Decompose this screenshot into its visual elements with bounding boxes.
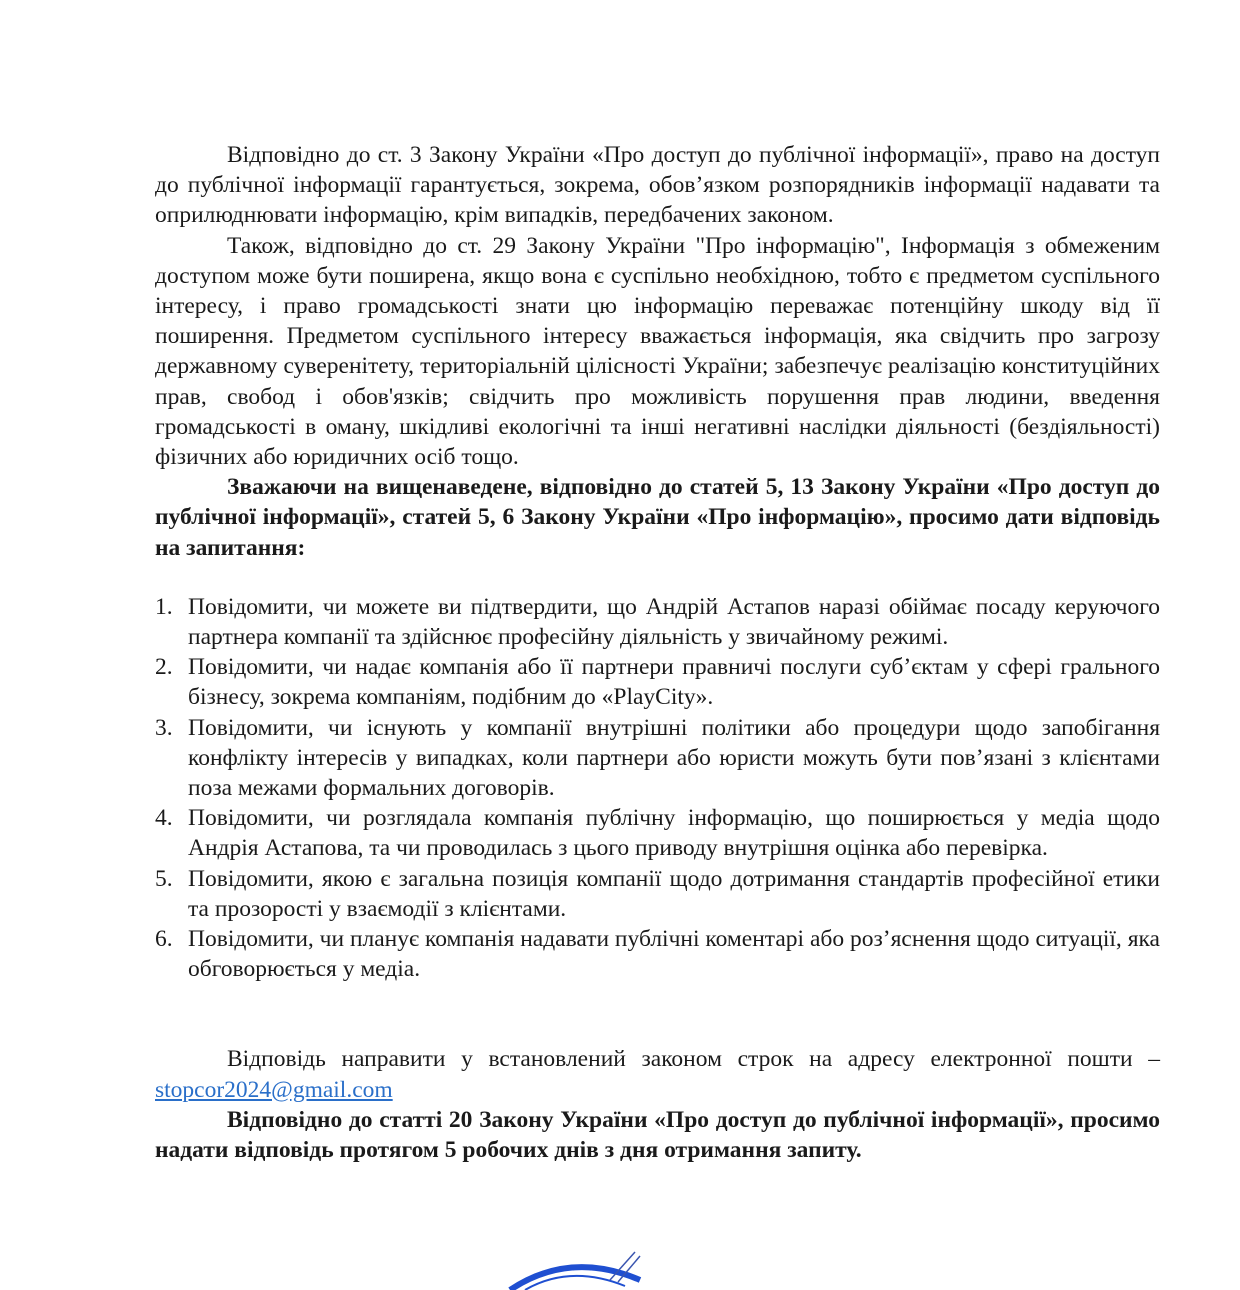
item-number: 6. [155, 926, 173, 953]
item-number: 4. [155, 805, 173, 832]
questions-list [155, 592, 1160, 985]
closing-paragraph: Відповідно до статті 20 Закону України «Про доступ до публічної інформації», просимо надати відповідь протягом 5 робочих днів з дня отримання запиту. [155, 1106, 1160, 1164]
list-item [155, 803, 1160, 863]
item-text: Повідомити, чи надає компанія або її партнери правничі послуги суб’єктам у сфері грального бізнесу, зокрема компаніям, подібним до «PlayCity». [188, 654, 1160, 711]
item-number: 2. [155, 654, 173, 681]
list-item [155, 924, 1160, 984]
item-text: Повідомити, якою є загальна позиція компанії щодо дотримання стандартів професійної етики та прозорості у взаємодії з клієнтами. [188, 865, 1160, 922]
item-text: Повідомити, чи розглядала компанія публічну інформацію, що поширюється у медіа щодо Андрія Астапова, та чи проводилась з цього приводу внутрішня оцінка або перевірка. [188, 805, 1160, 862]
list-item [155, 592, 1160, 652]
paragraph-request-intro: Зважаючи на вищенаведене, відповідно до статей 5, 13 Закону України «Про доступ до публічної інформації», статей 5, 6 Закону України «Про інформацію», просимо дати відповідь на запитання: [155, 474, 1160, 561]
list-item [155, 864, 1160, 924]
list-item [155, 713, 1160, 804]
reply-instruction [155, 1044, 1160, 1104]
stamp-signature-icon [500, 1250, 680, 1290]
email-link[interactable]: stopcor2024@gmail.com [155, 1076, 393, 1103]
item-number: 1. [155, 593, 173, 620]
reply-text: Відповідь направити у встановлений законом строк на адресу електронної пошти – [227, 1046, 1160, 1073]
item-text: Повідомити, чи можете ви підтвердити, що Андрій Астапов наразі обіймає посаду керуючого партнера компанії та здійснює професійну діяльність у звичайному режимі. [188, 593, 1160, 651]
paragraph-access-law: Відповідно до ст. 3 Закону України «Про доступ до публічної інформації», право на доступ до публічної інформації гарантується, зокрема, обов’язком розпорядників інформації надавати та оприлюднювати інформацію, крім випадків, передбачених законом. [155, 142, 1160, 229]
item-text: Повідомити, чи планує компанія надавати публічні коментарі або роз’яснення щодо ситуації, яка обговорюється у медіа. [188, 926, 1160, 983]
list-item [155, 652, 1160, 712]
item-number: 3. [155, 714, 173, 741]
item-number: 5. [155, 865, 173, 892]
paragraph-information-law: Також, відповідно до ст. 29 Закону України "Про інформацію", Інформація з обмеженим доступом може бути поширена, якщо вона є суспільно необхідною, тобто є предметом суспільного інтересу, і право громадськості знати цю інформацію переважає потенційну шкоду від її поширення. Предметом суспільного інтересу вважається інформація, яка свідчить про загрозу державному суверенітету, територіальній цілісності України; забезпечує реалізацію конституційних прав, свобод і обов'язків; свідчить про можливість порушення прав людини, введення громадськості в оману, шкідливі екологічні та інші негативні наслідки діяльності (бездіяльності) фізичних або юридичних осіб тощо. [155, 232, 1160, 471]
item-text: Повідомити, чи існують у компанії внутрішні політики або процедури щодо запобігання конфлікту інтересів у випадках, коли партнери або юристи можуть бути пов’язані з клієнтами поза межами формальних договорів. [188, 714, 1160, 802]
document-body [155, 140, 1160, 1165]
